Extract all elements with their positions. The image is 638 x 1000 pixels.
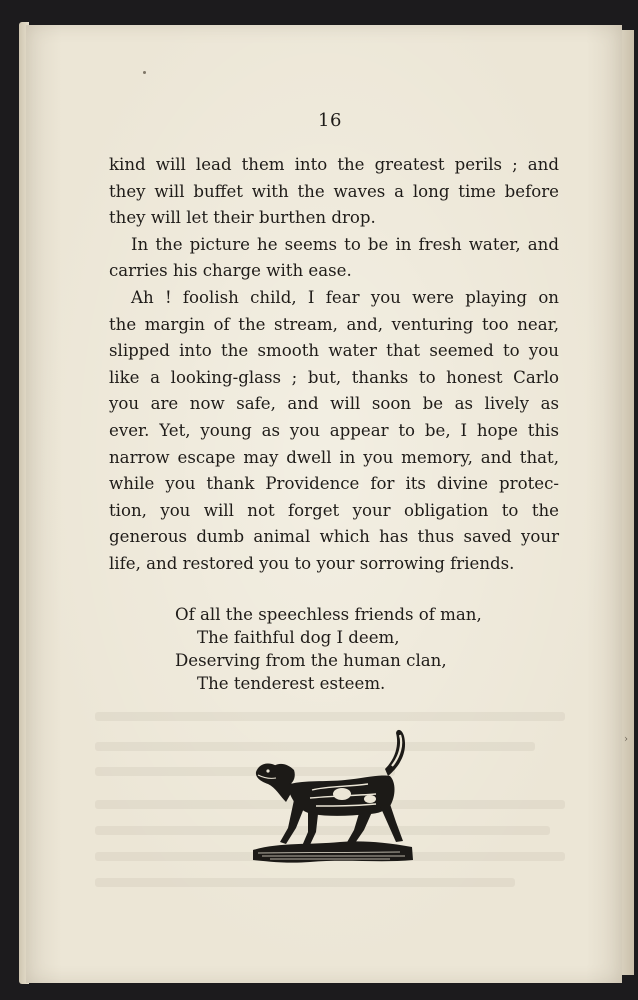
- text-line: narrow escape may dwell in you memory, and that,: [109, 447, 559, 467]
- paper-speck: [143, 71, 146, 74]
- text-line: they will let their burthen drop.: [109, 208, 376, 228]
- poem-stanza: [175, 603, 535, 695]
- woodcut-dog-front-leg: [302, 810, 318, 847]
- page-number: 16: [318, 110, 342, 131]
- poem-line: The faithful dog I deem,: [197, 628, 400, 647]
- facing-page-mark: ›: [624, 734, 628, 745]
- show-through-line: [95, 712, 565, 721]
- text-line: like a looking-glass ; but, thanks to honest Carlo: [109, 367, 559, 387]
- text-line: tion, you will not forget your obligation to the: [109, 500, 559, 520]
- text-line: generous dumb animal which has thus saved your: [109, 527, 559, 547]
- text-line: ever. Yet, young as you appear to be, I hope this: [109, 420, 559, 440]
- text-line: Ah ! foolish child, I fear you were playing on: [131, 287, 559, 307]
- body-text: [109, 152, 559, 578]
- text-line: you are now safe, and will soon be as lively as: [109, 394, 559, 414]
- text-line: kind will lead them into the greatest perils ; and: [109, 155, 559, 174]
- text-line: slipped into the smooth water that seemed to you: [109, 341, 559, 361]
- dog-woodcut-illustration: [250, 724, 415, 866]
- text-line: the margin of the stream, and, venturing too near,: [109, 314, 559, 334]
- show-through-line: [95, 878, 515, 887]
- woodcut-dog-tail: [385, 730, 405, 776]
- poem-line: Deserving from the human clan,: [175, 651, 447, 670]
- poem-line: Of all the speechless friends of man,: [175, 605, 482, 624]
- text-line: life, and restored you to your sorrowing friends.: [109, 553, 515, 573]
- woodcut-dog-hind-leg: [380, 804, 403, 842]
- text-line: while you thank Providence for its divine protec-: [109, 474, 559, 494]
- text-line: carries his charge with ease.: [109, 261, 352, 281]
- paragraph: [109, 152, 559, 232]
- text-line: they will buffet with the waves a long time before: [109, 181, 559, 201]
- facing-page-edge: [622, 30, 634, 975]
- text-line: In the picture he seems to be in fresh water, and: [131, 234, 559, 254]
- paragraph: [109, 285, 559, 578]
- poem-line: The tenderest esteem.: [197, 674, 386, 693]
- paragraph: [109, 232, 559, 285]
- woodcut-dog-front-leg: [280, 800, 304, 844]
